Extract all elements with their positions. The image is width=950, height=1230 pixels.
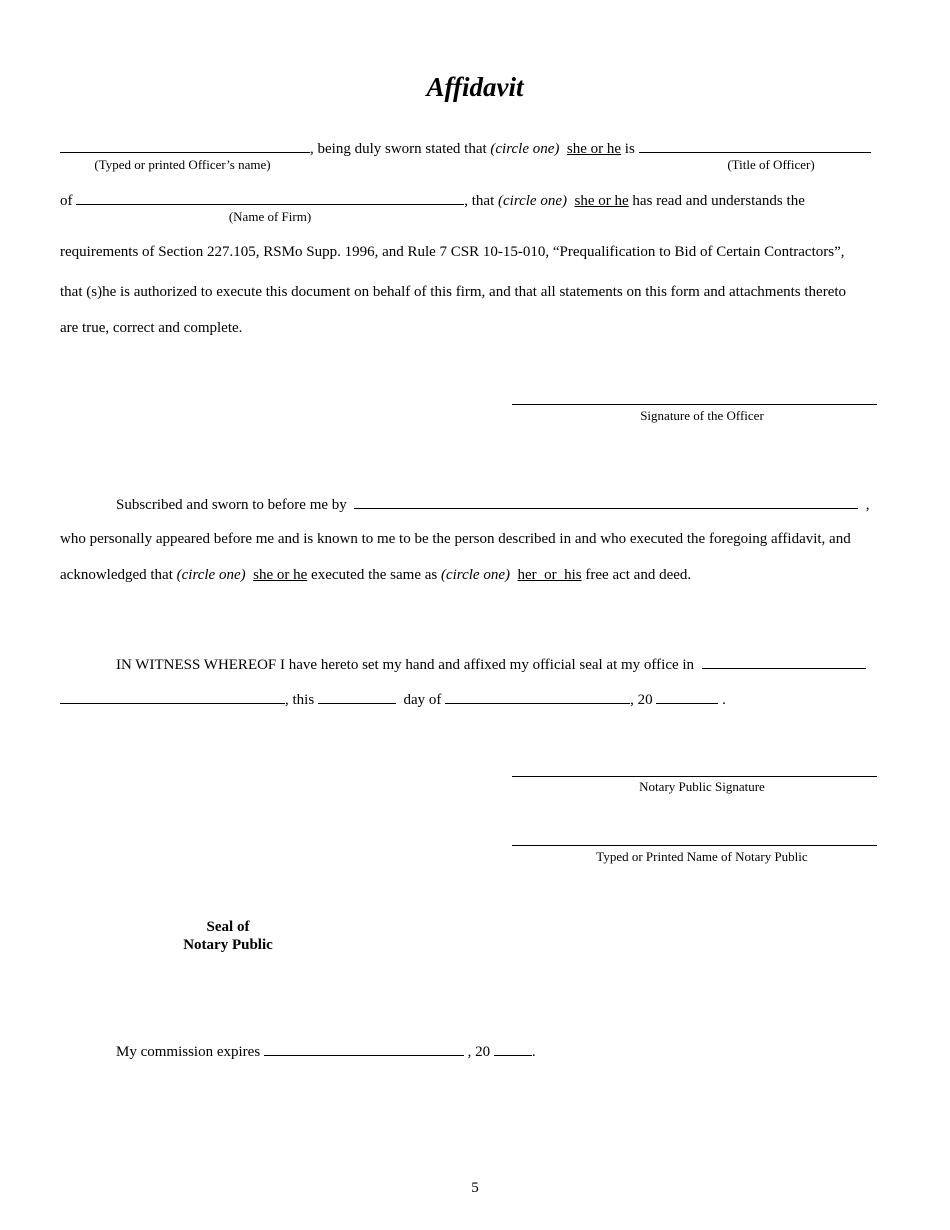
she-or-he-choice-2[interactable]: she or he xyxy=(574,193,629,209)
notary-name-line[interactable] xyxy=(512,845,877,846)
sworn-line-1: Subscribed and sworn to before me by , xyxy=(116,497,870,513)
officer-title-blank[interactable] xyxy=(639,139,871,153)
caption-firm-name: (Name of Firm) xyxy=(228,209,312,224)
officer-line-1: , being duly sworn stated that (circle one) she or he is xyxy=(60,139,871,158)
caption-notary-name: Typed or Printed Name of Notary Public xyxy=(596,849,808,864)
commission-year-blank[interactable] xyxy=(494,1042,532,1056)
officer-line-2: of , that (circle one) she or he has read and understands the xyxy=(60,193,805,209)
sworn-by-blank[interactable] xyxy=(354,495,858,509)
sworn-line-3: acknowledged that (circle one) she or he executed the same as (circle one) her or his free act and deed. xyxy=(60,567,692,583)
caption-notary-signature: Notary Public Signature xyxy=(639,779,765,794)
document-title: Affidavit xyxy=(426,72,524,102)
page-number: 5 xyxy=(471,1180,479,1196)
year-blank[interactable] xyxy=(656,690,718,704)
office-location-blank[interactable] xyxy=(702,655,866,669)
notary-signature-line[interactable] xyxy=(512,776,877,777)
witness-line-1: IN WITNESS WHEREOF I have hereto set my hand and affixed my official seal at my office in xyxy=(116,655,866,674)
caption-officer-name: (Typed or printed Officer’s name) xyxy=(94,157,271,172)
firm-name-blank[interactable] xyxy=(76,191,464,205)
caption-officer-title: (Title of Officer) xyxy=(727,157,815,172)
notary-seal-label: Seal of Notary Public xyxy=(183,919,273,953)
paragraph-line-1: requirements of Section 227.105, RSMo Supp. 1996, and Rule 7 CSR 10-15-010, “Prequalification to Bid of Certain Contractors”, xyxy=(60,244,845,260)
witness-line-2: , this day of , 20 . xyxy=(60,690,726,709)
day-blank[interactable] xyxy=(318,690,396,704)
paragraph-line-2: that (s)he is authorized to execute this document on behalf of this firm, and that all statements on this form and attachments thereto xyxy=(60,284,847,300)
commission-line: My commission expires , 20 . xyxy=(116,1044,536,1060)
she-or-he-choice[interactable]: she or he xyxy=(566,141,622,157)
commission-date-blank[interactable] xyxy=(264,1042,464,1056)
she-or-he-choice-3[interactable]: she or he xyxy=(253,567,308,583)
caption-officer-signature: Signature of the Officer xyxy=(640,408,764,423)
month-blank[interactable] xyxy=(445,690,630,704)
paragraph-line-3: are true, correct and complete. xyxy=(60,320,243,336)
sworn-line-2: who personally appeared before me and is known to me to be the person described in and who executed the foregoing affidavit, and xyxy=(60,531,851,547)
officer-name-blank[interactable] xyxy=(60,139,310,153)
her-or-his-choice[interactable]: her or his xyxy=(517,567,582,583)
officer-signature-line[interactable] xyxy=(512,404,877,405)
office-location-blank-2[interactable] xyxy=(60,690,285,704)
